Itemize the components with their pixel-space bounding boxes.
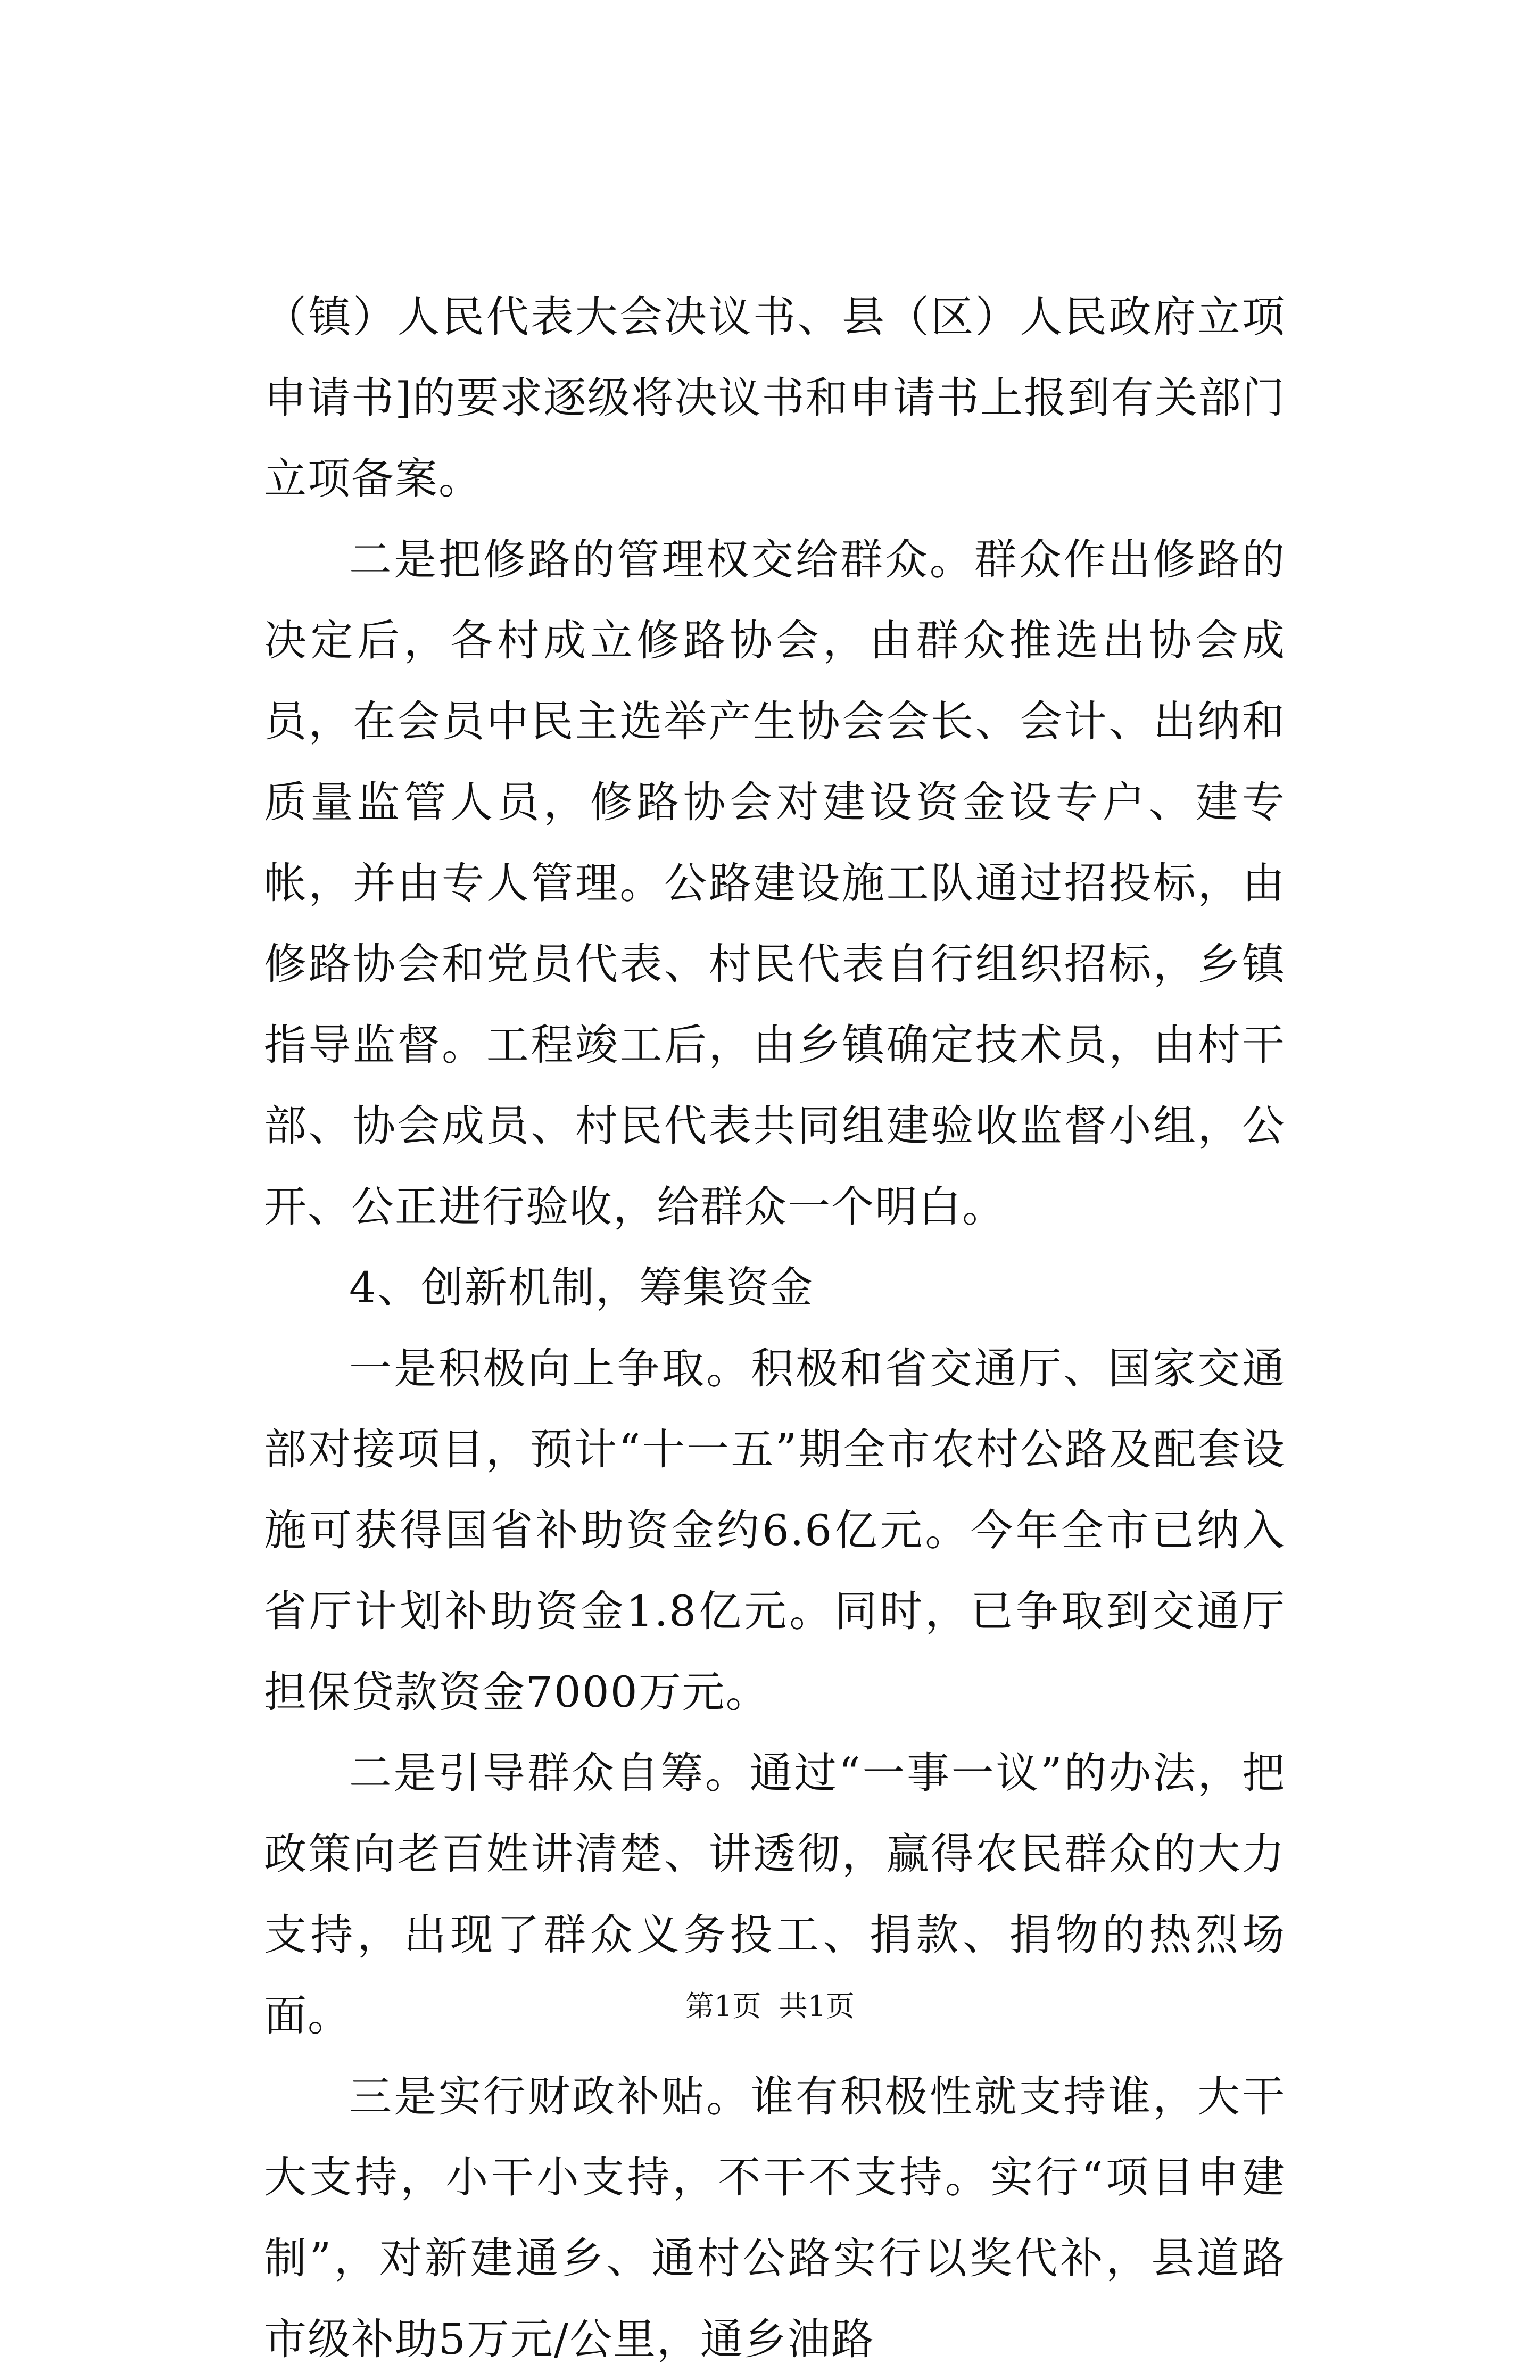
document-body [264, 277, 1286, 2380]
paragraph-self-funding: 二是引导群众自筹。通过“一事一议”的办法，把政策向老百姓讲清楚、讲透彻，赢得农民群众的大力支持，出现了群众义务投工、捐款、捐物的热烈场面。 [264, 1748, 1286, 2040]
page-footer [0, 1988, 1540, 2025]
paragraph-continuation: （镇）人民代表大会决议书、县（区）人民政府立项申请书]的要求逐级将决议书和申请书上报到有关部门立项备案。 [264, 292, 1286, 503]
page-number: 第1页 [685, 1989, 761, 2023]
paragraph-subsidy: 三是实行财政补贴。谁有积极性就支持谁，大干大支持，小干小支持，不干不支持。实行“项目申建制”，对新建通乡、通村公路实行以奖代补，县道路市级补助5万元/公里，通乡油路 [264, 2072, 1286, 2364]
page-total: 共1页 [779, 1989, 855, 2023]
paragraph-management: 二是把修路的管理权交给群众。群众作出修路的决定后，各村成立修路协会，由群众推选出协会成员，在会员中民主选举产生协会会长、会计、出纳和质量监管人员，修路协会对建设资金设专户、建专帐，并由专人管理。公路建设施工队通过招投标，由修路协会和党员代表、村民代表自行组织招标，乡镇指导监督。工程竣工后，由乡镇确定技术员，由村干部、协会成员、村民代表共同组建验收监督小组，公开、公正进行验收，给群众一个明白。 [264, 535, 1286, 1232]
section-heading: 4、创新机制，筹集资金 [349, 1263, 814, 1312]
paragraph-funding-upward: 一是积极向上争取。积极和省交通厅、国家交通部对接项目，预计“十一五”期全市农村公路及配套设施可获得国省补助资金约6.6亿元。今年全市已纳入省厅计划补助资金1.8亿元。同时，已争取到交通厅担保贷款资金7000万元。 [264, 1344, 1286, 1717]
